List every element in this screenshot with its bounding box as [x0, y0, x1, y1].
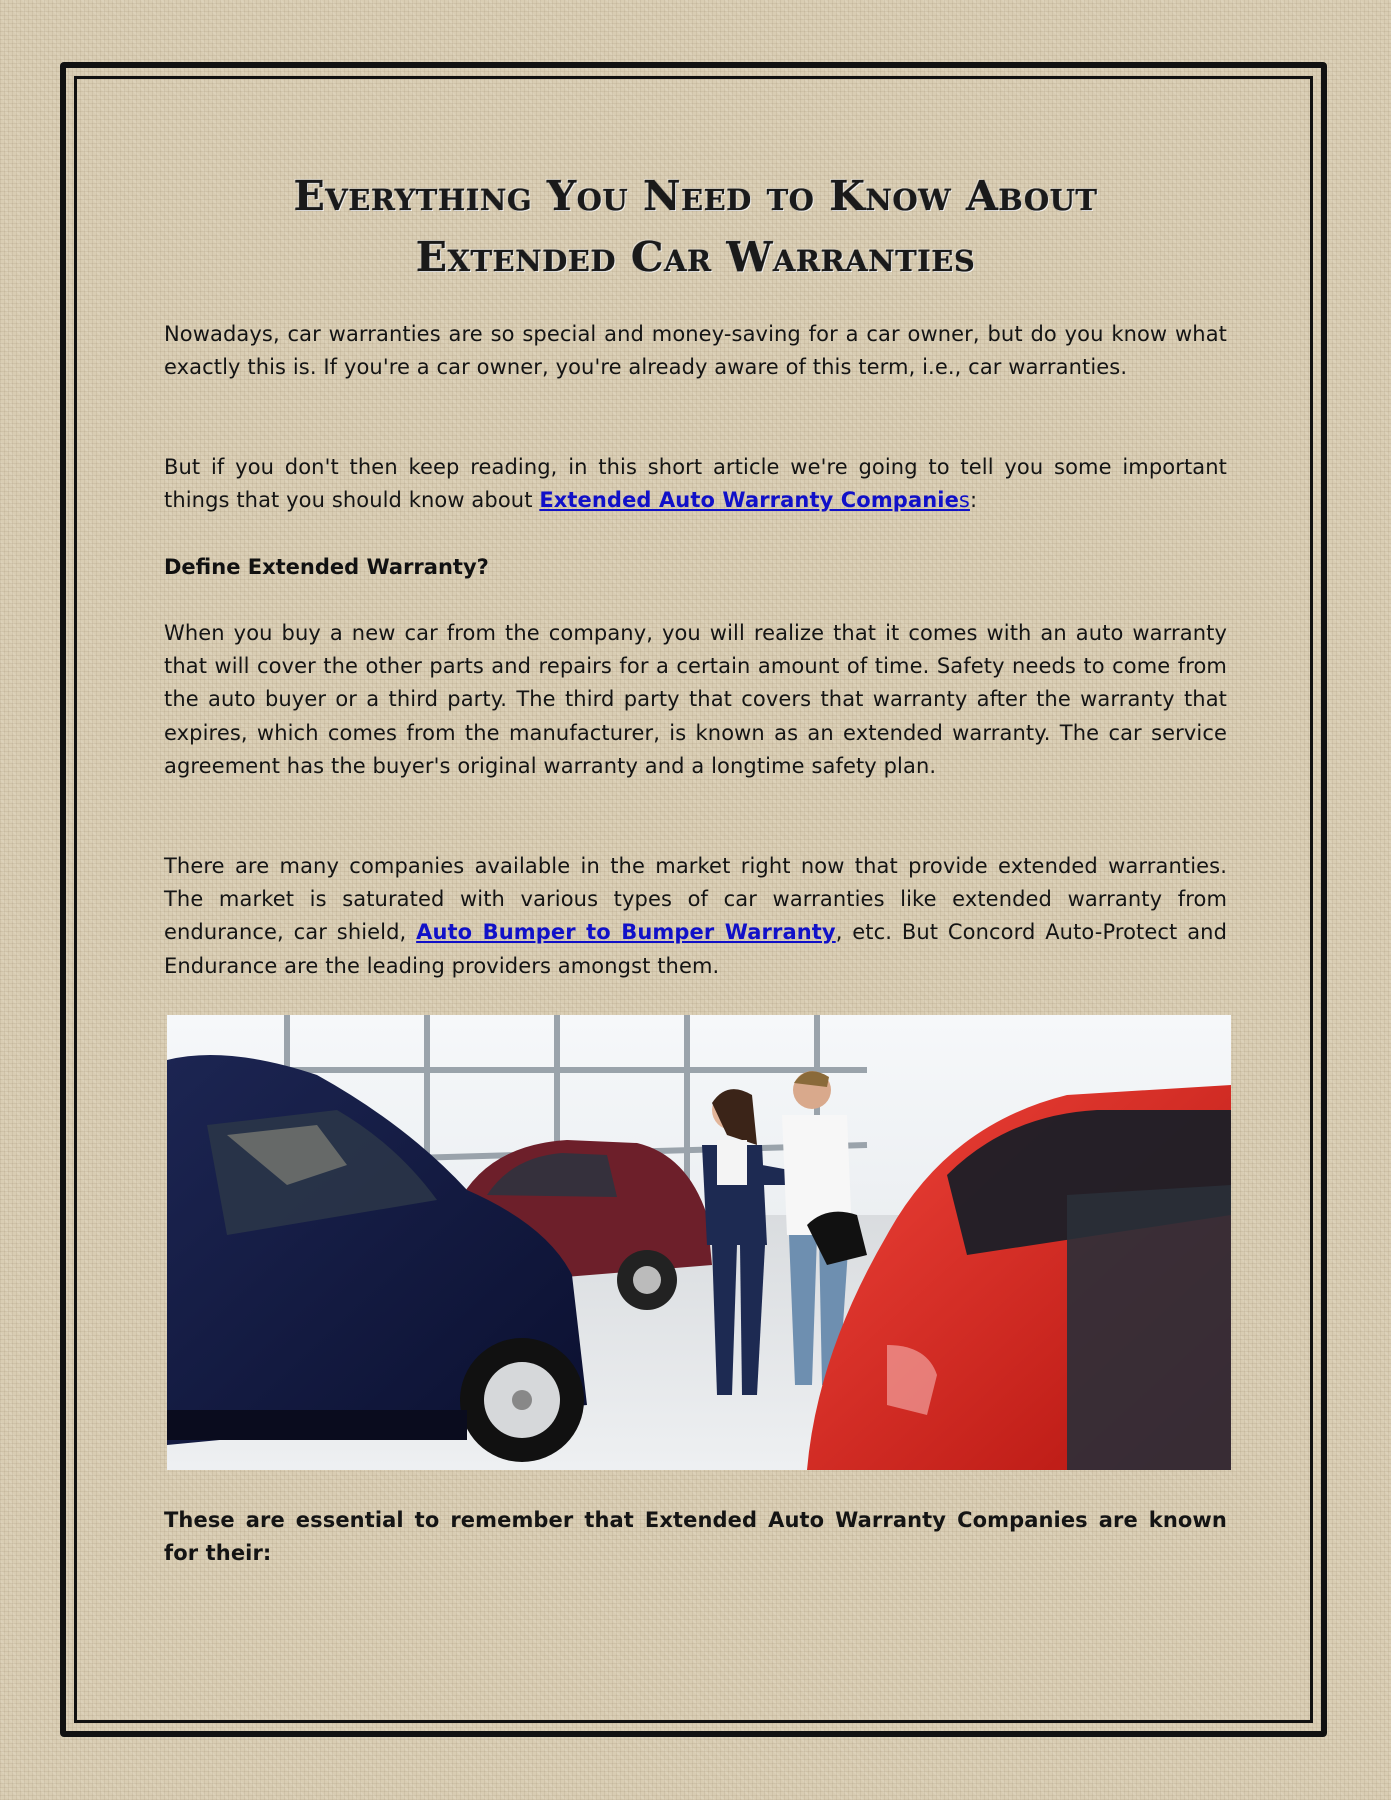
companies-text: There are many companies available in the market right now that provide extended warranties. The market is saturated with various types of car warranties like extended warranty from endurance, car shield, — [164, 854, 1227, 945]
companies-text-end: , etc. But Concord Auto-Protect and Endurance are the leading providers amongst them. — [164, 920, 1228, 978]
reading-paragraph — [164, 451, 1227, 517]
page-title — [160, 166, 1231, 288]
title-line-2: Extended Car Warranties — [415, 233, 976, 281]
auto-bumper-warranty-link[interactable]: Auto Bumper to Bumper Warranty — [416, 920, 836, 945]
showroom-photo — [167, 1015, 1231, 1470]
reading-text: But if you don't then keep reading, in this short article we're going to tell you some important things that you should know about — [164, 455, 1227, 513]
companies-paragraph — [164, 850, 1227, 983]
showroom-illustration — [167, 1015, 1231, 1470]
closing-paragraph: These are essential to remember that Extended Auto Warranty Companies are known for their: — [164, 1508, 1227, 1566]
intro-paragraph: Nowadays, car warranties are so special and money-saving for a car owner, but do you know what exactly this is. If you're a car owner, you're already aware of this term, i.e., car warranties. — [164, 322, 1227, 380]
extended-auto-warranty-companies-link[interactable]: Extended Auto Warranty Companie — [539, 488, 959, 513]
reading-colon: : — [969, 488, 978, 513]
define-heading: Define Extended Warranty? — [164, 555, 489, 579]
link-trailing-s: s — [958, 488, 970, 513]
title-line-1: Everything You Need to Know About — [293, 172, 1098, 220]
definition-paragraph: When you buy a new car from the company, you will realize that it comes with an auto warranty that will cover the other parts and repairs for a certain amount of time. Safety needs to come from the auto buyer or a third party. The third party that covers that warranty after the warranty that expires, which comes from the manufacturer, is known as an extended warranty. The car service agreement has the buyer's original warranty and a longtime safety plan. — [164, 621, 1227, 778]
